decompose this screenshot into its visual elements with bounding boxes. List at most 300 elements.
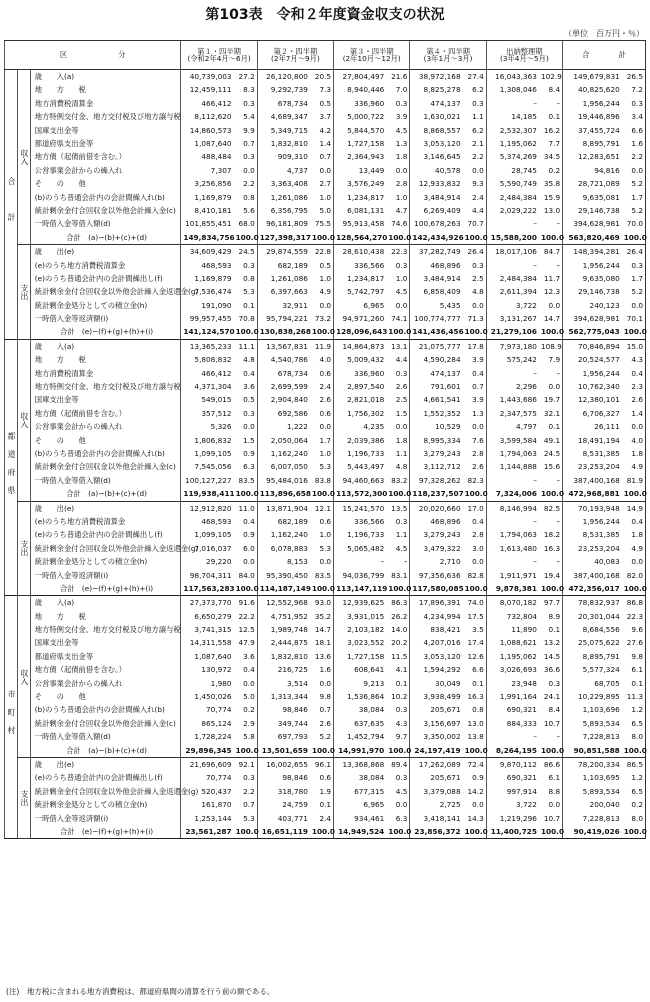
amount-cell: 95,484,016 — [257, 474, 310, 487]
table-row — [5, 434, 646, 447]
row-label: 地方債（起債前借を含む。） — [30, 663, 181, 676]
row-label: 歳 入(a) — [30, 596, 181, 610]
ratio-cell: – — [556, 732, 561, 742]
expend-group-label: 支出 — [17, 501, 30, 596]
amount-cell: 7,545,056 — [181, 460, 234, 473]
row-label: 地方特例交付金、地方交付税及び地方譲与税 — [30, 110, 181, 123]
ratio-cell: 26.2 — [391, 611, 408, 621]
table-row — [5, 690, 646, 703]
ratio-cell: 4.8 — [243, 355, 255, 365]
amount-cell: 318,780 — [257, 785, 310, 798]
ratio-cell: 0.3 — [472, 260, 484, 270]
amount-cell: 468,896 — [410, 258, 463, 271]
amount-cell: 3,484,914 — [410, 272, 463, 285]
amount-cell: 3,350,002 — [410, 730, 463, 743]
ratio-cell: 0.4 — [472, 368, 484, 378]
ratio-cell: 0.2 — [243, 705, 255, 715]
ratio-cell: 34.5 — [543, 152, 561, 162]
amount-cell: 117,563,283 — [181, 582, 234, 596]
amount-cell: 336,960 — [334, 97, 387, 110]
ratio-cell: 11.7 — [543, 273, 561, 283]
table-row — [5, 650, 646, 663]
amount-cell: 7,973,180 — [486, 339, 539, 353]
ratio-cell: 0.8 — [243, 273, 255, 283]
table-row — [5, 353, 646, 366]
amount-cell: 3,931,015 — [334, 610, 387, 623]
ratio-cell: 0.0 — [472, 800, 484, 810]
amount-cell: 94,036,799 — [334, 568, 387, 581]
row-label: (e)のうち普通会計内の会計間繰出し(f) — [30, 528, 181, 541]
amount-cell: 130,838,268 — [257, 325, 310, 339]
ratio-cell: 93.0 — [314, 598, 332, 608]
ratio-cell: 9.9 — [243, 125, 255, 135]
ratio-cell: 13.6 — [314, 651, 332, 661]
amount-cell: 100,127,227 — [181, 474, 234, 487]
row-label: 一時借入金等借入額(d) — [30, 730, 181, 743]
amount-cell: 2,347,575 — [486, 407, 539, 420]
ratio-cell: 100.0 — [310, 231, 334, 245]
ratio-cell: 83.8 — [314, 475, 332, 485]
ratio-cell: 0.0 — [395, 165, 408, 175]
ratio-cell: 17.4 — [467, 638, 484, 648]
amount-cell: 99,957,455 — [181, 312, 234, 325]
ratio-cell: 18.1 — [314, 638, 332, 648]
amount-cell: 8,531,385 — [563, 447, 622, 460]
ratio-cell: 8.4 — [548, 85, 561, 95]
ratio-cell: 10.7 — [543, 813, 561, 823]
ratio-cell: 0.0 — [472, 557, 484, 567]
ratio-cell: 24.5 — [543, 448, 561, 458]
ratio-cell: 2.2 — [243, 786, 255, 796]
amount-cell: 8,825,278 — [410, 83, 463, 96]
row-label: 国庫支出金等 — [30, 393, 181, 406]
amount-cell: 474,137 — [410, 97, 463, 110]
amount-cell: 94,460,663 — [334, 474, 387, 487]
ratio-cell: 1.8 — [395, 152, 408, 162]
table-row — [5, 447, 646, 460]
ratio-cell: 1.7 — [631, 273, 643, 283]
amount-cell: 6,269,409 — [410, 204, 463, 217]
ratio-cell: 100.0 — [622, 582, 646, 596]
ratio-cell: 22.3 — [391, 247, 408, 257]
row-label: 公営事業会計からの繰入れ — [30, 420, 181, 433]
ratio-cell: 4.8 — [395, 462, 408, 472]
ratio-cell: 100.0 — [463, 825, 487, 839]
table-row — [5, 717, 646, 730]
ratio-cell: 0.3 — [548, 678, 561, 688]
ratio-cell: 0.2 — [548, 165, 561, 175]
amount-cell: 394,628,981 — [563, 312, 622, 325]
row-label: 合計 (e)−(f)+(g)+(h)+(i) — [30, 325, 181, 339]
amount-cell: 403,771 — [257, 811, 310, 824]
row-label: そ の 他 — [30, 434, 181, 447]
ratio-cell: 108.9 — [540, 341, 562, 351]
amount-cell: 678,734 — [257, 367, 310, 380]
row-label: 合計 (a)−(b)+(c)+(d) — [30, 487, 181, 501]
row-label: 統計剰余金付合回収金以外他会計繰入金(c) — [30, 460, 181, 473]
row-label: 統計剰余金付合回収金以外他会計繰入金返還金(g) — [30, 785, 181, 798]
table-row — [5, 703, 646, 716]
header-adjustment: 出納整理期 (3年4月〜5月) — [486, 41, 562, 70]
ratio-cell: 2.6 — [395, 382, 408, 392]
amount-cell: 2,050,064 — [257, 434, 310, 447]
ratio-cell: 100.0 — [539, 325, 563, 339]
amount-cell: 6,706,327 — [563, 407, 622, 420]
amount-cell: 387,400,168 — [563, 568, 622, 581]
amount-cell: 7,228,813 — [563, 811, 622, 824]
ratio-cell: 2.8 — [395, 179, 408, 189]
amount-cell: 94,816 — [563, 164, 622, 177]
ratio-cell: 5.3 — [243, 287, 255, 297]
amount-cell: 149,679,831 — [563, 70, 622, 84]
income-group-label: 収入 — [17, 596, 30, 758]
ratio-cell: 26.5 — [626, 72, 643, 82]
ratio-cell: 100.0 — [622, 231, 646, 245]
table-row — [5, 528, 646, 541]
ratio-cell: 14.7 — [314, 625, 332, 635]
ratio-cell: 0.7 — [319, 705, 332, 715]
ratio-cell: 83.1 — [391, 570, 408, 580]
ratio-cell: 0.3 — [243, 260, 255, 270]
amount-cell: 4,737 — [257, 164, 310, 177]
amount-cell: 8,868,557 — [410, 124, 463, 137]
ratio-cell: 100.0 — [463, 744, 487, 758]
row-label: 都道府県支出金等 — [30, 137, 181, 150]
amount-cell: 28,610,438 — [334, 245, 387, 259]
table-row — [5, 97, 646, 110]
row-label: 地方特例交付金、地方交付税及び地方譲与税 — [30, 623, 181, 636]
ratio-cell: 8.9 — [548, 611, 561, 621]
row-label: (e)のうち普通会計内の会計間繰出し(f) — [30, 272, 181, 285]
amount-cell: 119,938,411 — [181, 487, 234, 501]
amount-cell: 14,949,524 — [334, 825, 387, 839]
ratio-cell: 0.0 — [319, 165, 332, 175]
ratio-cell: 2.4 — [319, 813, 332, 823]
amount-cell: 1,806,832 — [181, 434, 234, 447]
ratio-cell: 0.9 — [472, 773, 484, 783]
amount-cell: 68,705 — [563, 677, 622, 690]
amount-cell: 14,185 — [486, 110, 539, 123]
amount-cell: 1,443,686 — [486, 393, 539, 406]
amount-cell: 3,146,645 — [410, 150, 463, 163]
amount-cell: 678,734 — [257, 97, 310, 110]
ratio-cell: 82.8 — [467, 570, 484, 580]
ratio-cell: 15.6 — [543, 462, 561, 472]
amount-cell: 394,628,981 — [563, 217, 622, 230]
amount-cell: 3,053,120 — [410, 137, 463, 150]
row-label: (b)のうち普通会計内の会計間繰入れ(b) — [30, 447, 181, 460]
row-label: 合計 (a)−(b)+(c)+(d) — [30, 744, 181, 758]
table-row — [5, 177, 646, 190]
ratio-cell: 15.0 — [626, 341, 643, 351]
ratio-cell: 14.7 — [543, 314, 561, 324]
amount-cell: 8,940,446 — [334, 83, 387, 96]
ratio-cell: 0.0 — [472, 300, 484, 310]
amount-cell: 1,144,888 — [486, 460, 539, 473]
table-row — [5, 623, 646, 636]
amount-cell: 934,461 — [334, 811, 387, 824]
amount-cell: 95,390,450 — [257, 568, 310, 581]
ratio-cell: 0.0 — [243, 557, 255, 567]
ratio-cell: – — [556, 98, 561, 108]
table-row — [5, 730, 646, 743]
amount-cell: 97,356,636 — [410, 568, 463, 581]
amount-cell: 9,878,381 — [486, 582, 539, 596]
ratio-cell: 1.8 — [395, 435, 408, 445]
amount-cell: 12,459,111 — [181, 83, 234, 96]
ratio-cell: 0.7 — [319, 152, 332, 162]
amount-cell: 4,661,541 — [410, 393, 463, 406]
ratio-cell: 6.3 — [395, 813, 408, 823]
ratio-cell: 4.4 — [472, 205, 484, 215]
ratio-cell: 20.2 — [391, 638, 408, 648]
ratio-cell: 0.0 — [319, 422, 332, 432]
ratio-cell: 96.1 — [314, 759, 332, 769]
ratio-cell: 70.8 — [238, 314, 255, 324]
income-group-label: 収入 — [17, 70, 30, 245]
ratio-cell: 13.2 — [543, 638, 561, 648]
amount-cell: 141,124,570 — [181, 325, 234, 339]
row-label: 公営事業会計からの繰入れ — [30, 164, 181, 177]
ratio-cell: 100.0 — [386, 825, 410, 839]
ratio-cell: 0.3 — [395, 98, 408, 108]
amount-cell: 12,912,820 — [181, 501, 234, 515]
table-row — [5, 70, 646, 84]
ratio-cell: 8.8 — [548, 786, 561, 796]
table-row — [5, 663, 646, 676]
ratio-cell: 8.3 — [243, 85, 255, 95]
ratio-cell: 100.0 — [539, 825, 563, 839]
amount-cell: 14,311,558 — [181, 636, 234, 649]
amount-cell: 5,349,715 — [257, 124, 310, 137]
amount-cell: 4,797 — [486, 420, 539, 433]
amount-cell: 15,588,200 — [486, 231, 539, 245]
amount-cell: 13,365,233 — [181, 339, 234, 353]
table-row — [5, 785, 646, 798]
ratio-cell: 7.9 — [548, 355, 561, 365]
ratio-cell: 2.5 — [395, 395, 408, 405]
table-row — [5, 204, 646, 217]
amount-cell: 2,611,394 — [486, 285, 539, 298]
ratio-cell: 27.2 — [238, 72, 255, 82]
amount-cell: 865,124 — [181, 717, 234, 730]
table-row — [5, 798, 646, 811]
amount-cell: 29,146,738 — [563, 285, 622, 298]
ratio-cell: 15.9 — [543, 192, 561, 202]
amount-cell: 29,896,345 — [181, 744, 234, 758]
ratio-cell: 0.3 — [631, 98, 643, 108]
amount-cell: 12,933,832 — [410, 177, 463, 190]
ratio-cell: 13.0 — [467, 718, 484, 728]
amount-cell: 113,147,119 — [334, 582, 387, 596]
amount-cell: 9,292,739 — [257, 83, 310, 96]
ratio-cell: 97.7 — [543, 598, 561, 608]
row-label: (e)のうち地方消費税清算金 — [30, 258, 181, 271]
amount-cell: 8,684,556 — [563, 623, 622, 636]
amount-cell: 1,099,105 — [181, 447, 234, 460]
amount-cell: 148,394,281 — [563, 245, 622, 259]
amount-cell: 37,282,749 — [410, 245, 463, 259]
ratio-cell: 100.0 — [463, 487, 487, 501]
ratio-cell: 0.0 — [319, 300, 332, 310]
row-label: (e)のうち地方消費税清算金 — [30, 515, 181, 528]
amount-cell: 94,971,260 — [334, 312, 387, 325]
amount-cell: 16,651,119 — [257, 825, 310, 839]
table-row — [5, 124, 646, 137]
amount-cell: 10,229,895 — [563, 690, 622, 703]
ratio-cell: 0.5 — [319, 98, 332, 108]
ratio-cell: 0.0 — [548, 382, 561, 392]
ratio-cell: 100.0 — [234, 231, 258, 245]
ratio-cell: 11.1 — [238, 341, 255, 351]
amount-cell: 12,552,968 — [257, 596, 310, 610]
header-q4: 第４・四半期 (3年1月〜3月) — [410, 41, 486, 70]
ratio-cell: – — [556, 260, 561, 270]
table-row — [5, 245, 646, 259]
row-label: 地方債（起債前借を含む。） — [30, 150, 181, 163]
ratio-cell: 0.3 — [472, 98, 484, 108]
ratio-cell: 7.3 — [319, 85, 332, 95]
ratio-cell: 4.9 — [631, 462, 643, 472]
ratio-cell: 0.3 — [395, 516, 408, 526]
table-row — [5, 487, 646, 501]
ratio-cell: 3.9 — [472, 395, 484, 405]
amount-cell: 10,529 — [410, 420, 463, 433]
ratio-cell: – — [556, 368, 561, 378]
ratio-cell: 1.3 — [395, 139, 408, 148]
ratio-cell: 26.4 — [467, 247, 484, 257]
amount-cell: 468,593 — [181, 258, 234, 271]
ratio-cell: 0.4 — [243, 368, 255, 378]
ratio-cell: 68.0 — [238, 219, 255, 229]
amount-cell: 17,262,089 — [410, 757, 463, 771]
ratio-cell: 0.7 — [243, 800, 255, 810]
amount-cell: 575,242 — [486, 353, 539, 366]
amount-cell: 205,671 — [410, 703, 463, 716]
table-row — [5, 217, 646, 230]
amount-cell: 15,241,570 — [334, 501, 387, 515]
row-label: 統計剰余金付合回収金以外他会計繰入金返還金(g) — [30, 542, 181, 555]
amount-cell: 11,400,725 — [486, 825, 539, 839]
table-body — [5, 70, 646, 839]
table-row — [5, 555, 646, 568]
amount-cell: 1,991,164 — [486, 690, 539, 703]
amount-cell: 128,564,270 — [334, 231, 387, 245]
ratio-cell: 0.0 — [319, 678, 332, 688]
table-row — [5, 393, 646, 406]
amount-cell: – — [486, 217, 539, 230]
amount-cell: 25,075,622 — [563, 636, 622, 649]
table-row — [5, 811, 646, 824]
ratio-cell: 5.2 — [631, 179, 643, 189]
amount-cell: 4,751,952 — [257, 610, 310, 623]
row-label: 国庫支出金等 — [30, 124, 181, 137]
amount-cell: 336,566 — [334, 258, 387, 271]
amount-cell: 5,893,534 — [563, 785, 622, 798]
amount-cell: 21,696,609 — [181, 757, 234, 771]
ratio-cell: 7.6 — [472, 435, 484, 445]
ratio-cell: 27.6 — [626, 638, 643, 648]
amount-cell: 7,307 — [181, 164, 234, 177]
amount-cell: 677,315 — [334, 785, 387, 798]
amount-cell: 6,397,663 — [257, 285, 310, 298]
ratio-cell: 0.2 — [631, 800, 643, 810]
ratio-cell: 2.6 — [319, 395, 332, 405]
amount-cell: 692,586 — [257, 407, 310, 420]
amount-cell: 1,594,292 — [410, 663, 463, 676]
amount-cell: 1,956,244 — [563, 97, 622, 110]
amount-cell: 472,356,017 — [563, 582, 622, 596]
ratio-cell: 82.3 — [467, 475, 484, 485]
amount-cell: 5,000,722 — [334, 110, 387, 123]
amount-cell: 8,146,994 — [486, 501, 539, 515]
ratio-cell: 4.3 — [631, 355, 643, 365]
ratio-cell: 1.7 — [319, 435, 332, 445]
ratio-cell: 2.5 — [472, 273, 484, 283]
amount-cell: 1,911,971 — [486, 568, 539, 581]
amount-cell: 838,421 — [410, 623, 463, 636]
row-label: 歳 出(e) — [30, 245, 181, 259]
amount-cell: 16,002,655 — [257, 757, 310, 771]
row-label: (e)のうち普通会計内の会計間繰出し(f) — [30, 771, 181, 784]
amount-cell: 2,710 — [410, 555, 463, 568]
amount-cell: 8,895,791 — [563, 650, 622, 663]
ratio-cell: 0.5 — [319, 260, 332, 270]
amount-cell: 6,858,409 — [410, 285, 463, 298]
ratio-cell: – — [556, 475, 561, 485]
amount-cell: 100,678,263 — [410, 217, 463, 230]
row-label: 合計 (e)−(f)+(g)+(h)+(i) — [30, 825, 181, 839]
amount-cell: 78,200,334 — [563, 757, 622, 771]
ratio-cell: 0.6 — [319, 516, 332, 526]
ratio-cell: 100.0 — [539, 231, 563, 245]
amount-cell: 1,727,158 — [334, 137, 387, 150]
amount-cell: – — [486, 367, 539, 380]
amount-cell: 690,321 — [486, 771, 539, 784]
ratio-cell: 3.9 — [395, 112, 408, 122]
amount-cell: 2,103,182 — [334, 623, 387, 636]
amount-cell: 520,437 — [181, 785, 234, 798]
ratio-cell: 2.3 — [631, 382, 643, 392]
amount-cell: 1,832,810 — [257, 137, 310, 150]
ratio-cell: 100.0 — [463, 582, 487, 596]
ratio-cell: 13.1 — [391, 341, 408, 351]
ratio-cell: 11.0 — [238, 503, 255, 513]
amount-cell: 29,220 — [181, 555, 234, 568]
amount-cell: 3,599,584 — [486, 434, 539, 447]
amount-cell: 191,090 — [181, 299, 234, 312]
table-row — [5, 677, 646, 690]
amount-cell: 4,207,016 — [410, 636, 463, 649]
amount-cell: 2,532,307 — [486, 124, 539, 137]
ratio-cell: 1.1 — [395, 448, 408, 458]
amount-cell: 14,860,573 — [181, 124, 234, 137]
amount-cell: 20,020,660 — [410, 501, 463, 515]
amount-cell: 3,256,856 — [181, 177, 234, 190]
ratio-cell: – — [556, 557, 561, 567]
ratio-cell: 6.1 — [548, 773, 561, 783]
ratio-cell: 9.6 — [631, 625, 643, 635]
amount-cell: 1,552,352 — [410, 407, 463, 420]
table-row — [5, 164, 646, 177]
amount-cell: 562,775,043 — [563, 325, 622, 339]
table-row — [5, 325, 646, 339]
amount-cell: 3,023,552 — [334, 636, 387, 649]
ratio-cell: 100.0 — [539, 582, 563, 596]
table-row — [5, 474, 646, 487]
row-label: 歳 出(e) — [30, 501, 181, 515]
amount-cell: 1,980 — [181, 677, 234, 690]
